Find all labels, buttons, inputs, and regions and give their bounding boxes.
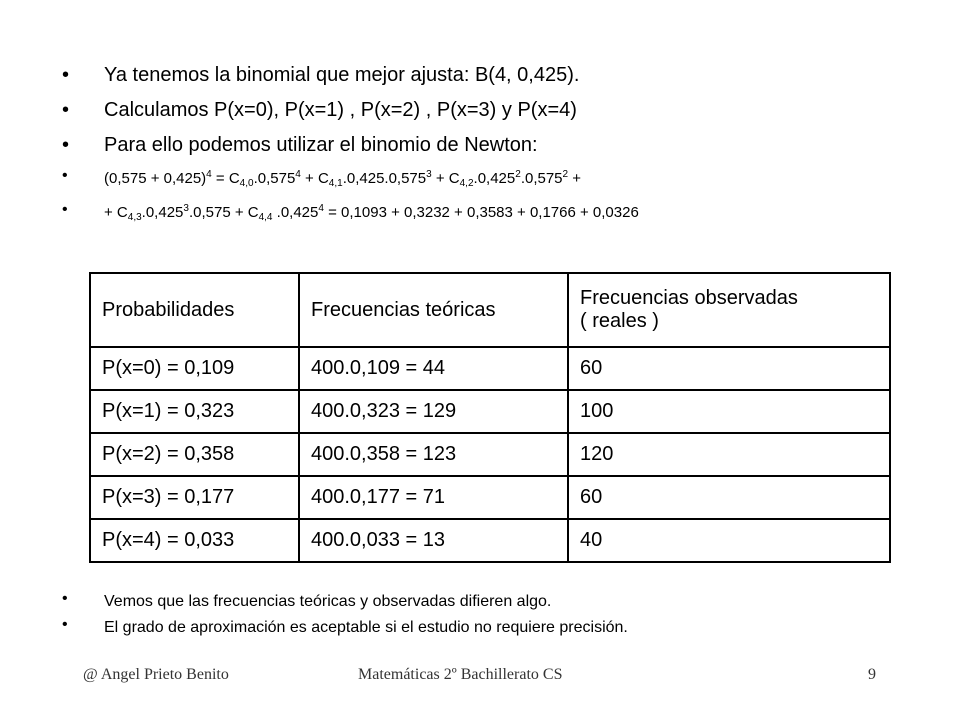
cell-frecuencia-teorica: 400.0,109 = 44 [299, 347, 568, 390]
bullet-dot: • [62, 616, 68, 633]
header-probabilidades: Probabilidades [90, 273, 299, 347]
cell-frecuencia-teorica: 400.0,033 = 13 [299, 519, 568, 562]
cell-probabilidad: P(x=2) = 0,358 [90, 433, 299, 476]
footer-author: @ Angel Prieto Benito [83, 666, 229, 683]
cell-frecuencia-observada: 60 [568, 476, 890, 519]
formula-line-1: $(0,575 + 0,425)^4 = C_{4,0}.0,575^4 + C_{4,1}.0,425.0,575^3 + C_{4,2}.0,425^2.0,575^2$ + [104, 169, 582, 189]
bullet-dot: • [62, 167, 68, 184]
cell-probabilidad: P(x=3) = 0,177 [90, 476, 299, 519]
cell-frecuencia-observada: 120 [568, 433, 890, 476]
bullet-text-2: Calculamos P(x=0), P(x=1) , P(x=2) , P(x=3) y P(x=4) [104, 99, 577, 121]
cell-frecuencia-teorica: 400.0,177 = 71 [299, 476, 568, 519]
cell-frecuencia-observada: 40 [568, 519, 890, 562]
cell-probabilidad: P(x=1) = 0,323 [90, 390, 299, 433]
cell-frecuencia-teorica: 400.0,323 = 129 [299, 390, 568, 433]
table-row [90, 476, 890, 519]
bullet-dot: • [62, 99, 70, 121]
footer-course: Matemáticas 2º Bachillerato CS [358, 666, 563, 683]
bullet-dot: • [62, 590, 68, 607]
formula-line-2: + $C_{4,3}.0,425^3.0,575 + C_{4,4}$ $.0,425^4 = 0,1093 + 0,3232 + 0,3583 + 0,1766 + 0,0326$ [104, 203, 639, 223]
cell-probabilidad: P(x=4) = 0,033 [90, 519, 299, 562]
bullet-dot: • [62, 64, 70, 86]
footer-page-number: 9 [868, 666, 876, 683]
bullet-text-1: Ya tenemos la binomial que mejor ajusta: B(4, 0,425). [104, 64, 580, 86]
cell-frecuencia-observada: 100 [568, 390, 890, 433]
cell-probabilidad: P(x=0) = 0,109 [90, 347, 299, 390]
table-row [90, 347, 890, 390]
header-frecuencias-observadas: Frecuencias observadas ( reales ) [568, 273, 890, 347]
bullet-text-3: Para ello podemos utilizar el binomio de Newton: [104, 134, 538, 156]
table-row [90, 519, 890, 562]
bullet-dot: • [62, 201, 68, 218]
conclusion-text-1: Vemos que las frecuencias teóricas y observadas difieren algo. [104, 593, 552, 610]
table-row [90, 390, 890, 433]
cell-frecuencia-teorica: 400.0,358 = 123 [299, 433, 568, 476]
cell-frecuencia-observada: 60 [568, 347, 890, 390]
conclusion-text-2: El grado de aproximación es aceptable si el estudio no requiere precisión. [104, 619, 628, 636]
table-row [90, 433, 890, 476]
table-header-row [90, 273, 890, 347]
header-frecuencias-teoricas: Frecuencias teóricas [299, 273, 568, 347]
bullet-dot: • [62, 134, 70, 156]
frequency-table [89, 272, 891, 563]
